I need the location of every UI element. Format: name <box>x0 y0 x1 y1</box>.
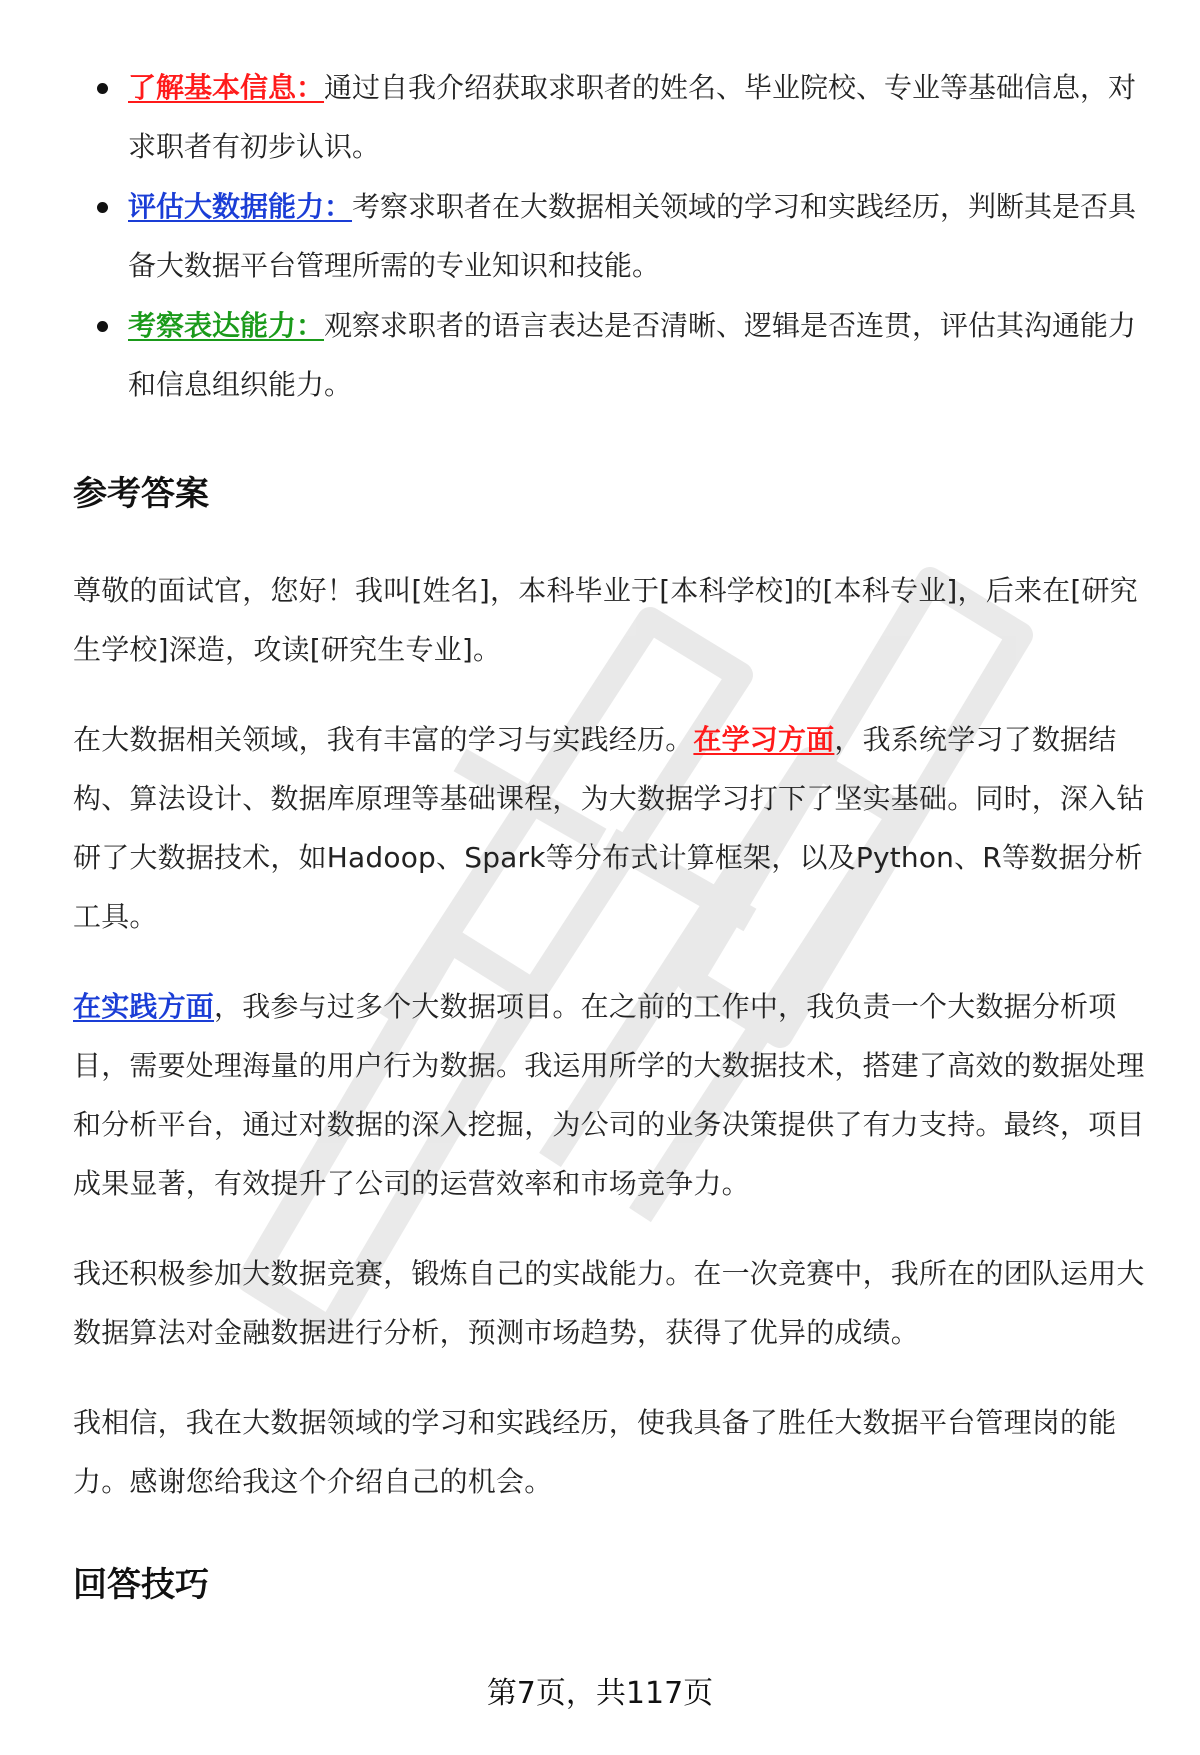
evaluation-point-bigdata-ability <box>73 177 1158 295</box>
tips-section-title: 回答技巧 <box>73 1565 209 1605</box>
point-text: 观察求职者的语言表达是否清晰、逻辑是否连贯，评估其沟通能力和信息组织能力。 <box>128 309 1137 401</box>
evaluation-points-list <box>73 58 1158 414</box>
answer-competition-paragraph: 我还积极参加大数据竞赛，锻炼自己的实战能力。在一次竞赛中，我所在的团队运用大数据算法对金融数据进行分析，预测市场趋势，获得了优异的成绩。 <box>73 1257 1145 1349</box>
point-keyword: 评估大数据能力： <box>128 190 353 223</box>
bullet-dot-icon <box>97 202 108 213</box>
practice-rest: ，我参与过多个大数据项目。在之前的工作中，我负责一个大数据分析项目，需要处理海量的用户行为数据。我运用所学的大数据技术，搭建了高效的数据处理和分析平台，通过对数据的深入挖掘，为公司的业务决策提供了有力支持。最终，项目成果显著，有效提升了公司的运营效率和市场竞争力。 <box>73 990 1145 1200</box>
answer-study-paragraph <box>73 710 1158 946</box>
page-number-footer: 第7页，共117页 <box>486 1676 714 1711</box>
evaluation-point-expression-ability <box>73 296 1158 414</box>
answer-closing-paragraph: 我相信，我在大数据领域的学习和实践经历，使我具备了胜任大数据平台管理岗的能力。感谢您给我这个介绍自己的机会。 <box>73 1406 1117 1498</box>
study-prefix: 在大数据相关领域，我有丰富的学习与实践经历。 <box>73 723 694 756</box>
point-keyword: 了解基本信息： <box>128 71 325 104</box>
point-text: 通过自我介绍获取求职者的姓名、毕业院校、专业等基础信息，对求职者有初步认识。 <box>128 71 1137 163</box>
bullet-dot-icon <box>97 321 108 332</box>
answer-intro-paragraph: 尊敬的面试官，您好！我叫[姓名]，本科毕业于[本科学校]的[本科专业]，后来在[研究生学校]深造，攻读[研究生专业]。 <box>73 574 1138 666</box>
study-rest: ，我系统学习了数据结构、算法设计、数据库原理等基础课程，为大数据学习打下了坚实基础。同时，深入钻研了大数据技术，如Hadoop、Spark等分布式计算框架，以及Python、R等数据分析工具。 <box>73 723 1145 933</box>
evaluation-point-basic-info <box>73 58 1158 176</box>
bullet-dot-icon <box>97 83 108 94</box>
point-keyword: 考察表达能力： <box>128 309 325 342</box>
point-text: 考察求职者在大数据相关领域的学习和实践经历，判断其是否具备大数据平台管理所需的专业知识和技能。 <box>128 190 1137 282</box>
answer-practice-paragraph <box>73 977 1158 1213</box>
practice-keyword: 在实践方面 <box>73 990 215 1023</box>
study-keyword: 在学习方面 <box>693 723 835 756</box>
answer-section-title: 参考答案 <box>73 474 209 514</box>
main-content <box>73 58 1158 1606</box>
